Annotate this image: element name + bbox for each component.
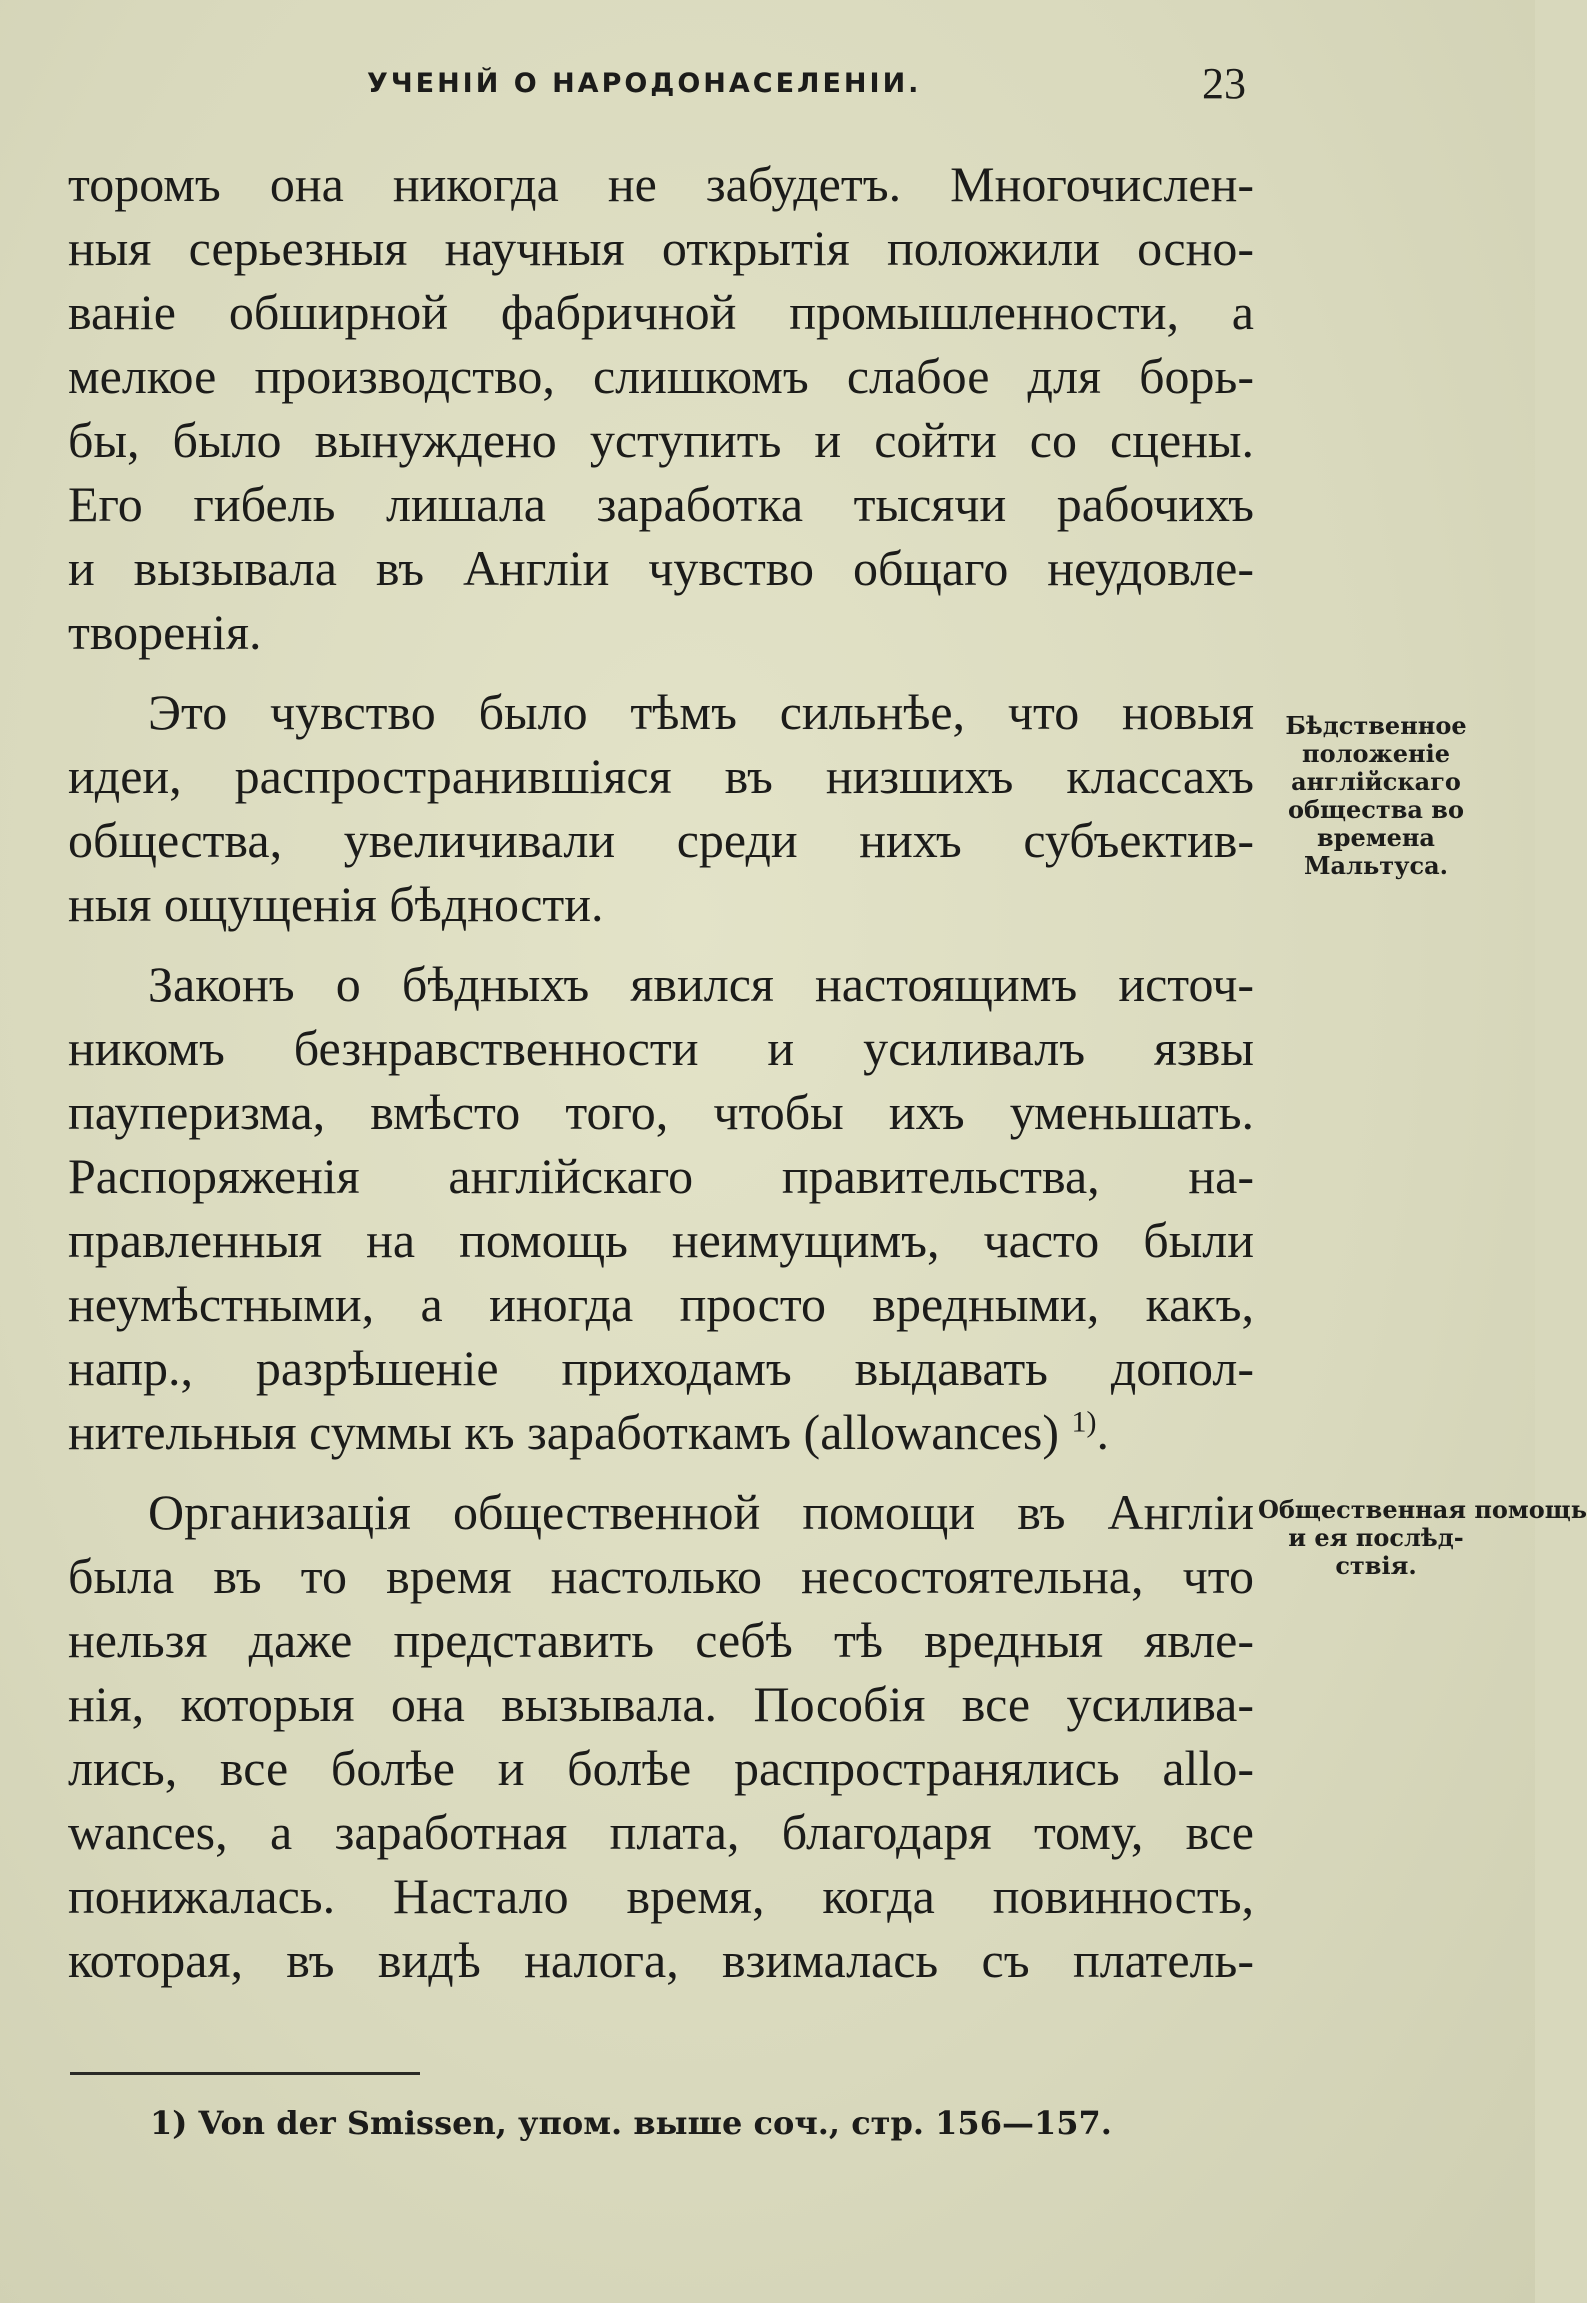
text-line: Распоряженія англійскаго правительства, на-	[68, 1148, 1254, 1204]
text-line: которая, въ видѣ налога, взималась съ платель-	[68, 1932, 1254, 1988]
marginal-note-line: времена	[1317, 823, 1435, 852]
text-line: мелкое производство, слишкомъ слабое для борь-	[68, 348, 1254, 404]
footnote-marker: 1)	[150, 2104, 188, 2142]
marginal-note-line: и ея послѣд-	[1288, 1523, 1464, 1552]
text-line: правленныя на помощь неимущимъ, часто были	[68, 1212, 1254, 1268]
text-line: нительныя суммы къ заработкамъ (allowances) $^{1)}$.	[68, 1404, 1109, 1460]
paragraph	[68, 952, 1254, 1464]
footnote	[150, 2104, 1112, 2142]
text-line: Организація общественной помощи въ Англіи	[148, 1484, 1254, 1540]
text-line: идеи, распространившіяся въ низшихъ классахъ	[68, 748, 1254, 804]
text-line: и вызывала въ Англіи чувство общаго неудовле-	[68, 540, 1254, 596]
footnote-text: Von der Smissen, упом. выше соч., стр. 156—157.	[198, 2104, 1112, 2142]
text-line: неумѣстными, а иногда просто вредными, какъ,	[68, 1276, 1254, 1332]
marginal-note	[1258, 1495, 1587, 1580]
text-line: понижалась. Настало время, когда повинность,	[68, 1868, 1254, 1924]
text-line: пауперизма, вмѣсто того, чтобы ихъ уменьшать.	[68, 1084, 1254, 1140]
footnote-ref[interactable]: 1)	[1071, 1405, 1097, 1439]
text-line-content: нительныя суммы къ заработкамъ (allowances)	[68, 1404, 1059, 1460]
running-title: УЧЕНІЙ О НАРОДОНАСЕЛЕНІИ.	[367, 68, 922, 99]
marginal-note-line: Бѣдственное	[1285, 711, 1467, 740]
marginal-note-line: Общественная помощь	[1258, 1495, 1587, 1524]
text-line: торомъ она никогда не забудетъ. Многочислен-	[68, 156, 1254, 212]
text-line: ныя ощущенія бѣдности.	[68, 876, 604, 932]
text-line: нія, которыя она вызывала. Пособія все усилива-	[68, 1676, 1254, 1732]
text-line: Законъ о бѣдныхъ явился настоящимъ источ-	[148, 956, 1254, 1012]
footnote-rule	[70, 2072, 420, 2075]
text-line: была въ то время настолько несостоятельна, что	[68, 1548, 1254, 1604]
marginal-note-line: ствія.	[1335, 1551, 1417, 1580]
paragraph	[68, 152, 1254, 664]
marginal-note-line: общества во	[1287, 795, 1464, 824]
text-line: wances, а заработная плата, благодаря тому, все	[68, 1804, 1254, 1860]
text-line: нельзя даже представить себѣ тѣ вредныя явле-	[68, 1612, 1254, 1668]
marginal-note-line: англійскаго	[1291, 767, 1461, 796]
text-line: никомъ безнравственности и усиливалъ язвы	[68, 1020, 1254, 1076]
page-number: 23	[1202, 59, 1246, 108]
marginal-note-line: положеніе	[1302, 739, 1450, 768]
text-line: творенія.	[68, 604, 262, 660]
text-line: ныя серьезныя научныя открытія положили осно-	[68, 220, 1254, 276]
paragraph	[68, 680, 1254, 936]
main-text	[68, 152, 1254, 1992]
text-line: бы, было вынуждено уступить и сойти со сцены.	[68, 412, 1254, 468]
text-line: ваніе обширной фабричной промышленности, а	[68, 284, 1254, 340]
text-line: общества, увеличивали среди нихъ субъектив-	[68, 812, 1254, 868]
text-line: напр., разрѣшеніе приходамъ выдавать допол-	[68, 1340, 1254, 1396]
paragraph	[68, 1480, 1254, 1992]
marginal-note	[1258, 712, 1494, 880]
text-line: Это чувство было тѣмъ сильнѣе, что новыя	[148, 684, 1254, 740]
text-line: лись, все болѣе и болѣе распространялись allo-	[68, 1740, 1254, 1796]
text-line: Его гибель лишала заработка тысячи рабочихъ	[68, 476, 1254, 532]
marginal-note-line: Мальтуса.	[1303, 851, 1449, 880]
running-head	[72, 58, 1252, 114]
